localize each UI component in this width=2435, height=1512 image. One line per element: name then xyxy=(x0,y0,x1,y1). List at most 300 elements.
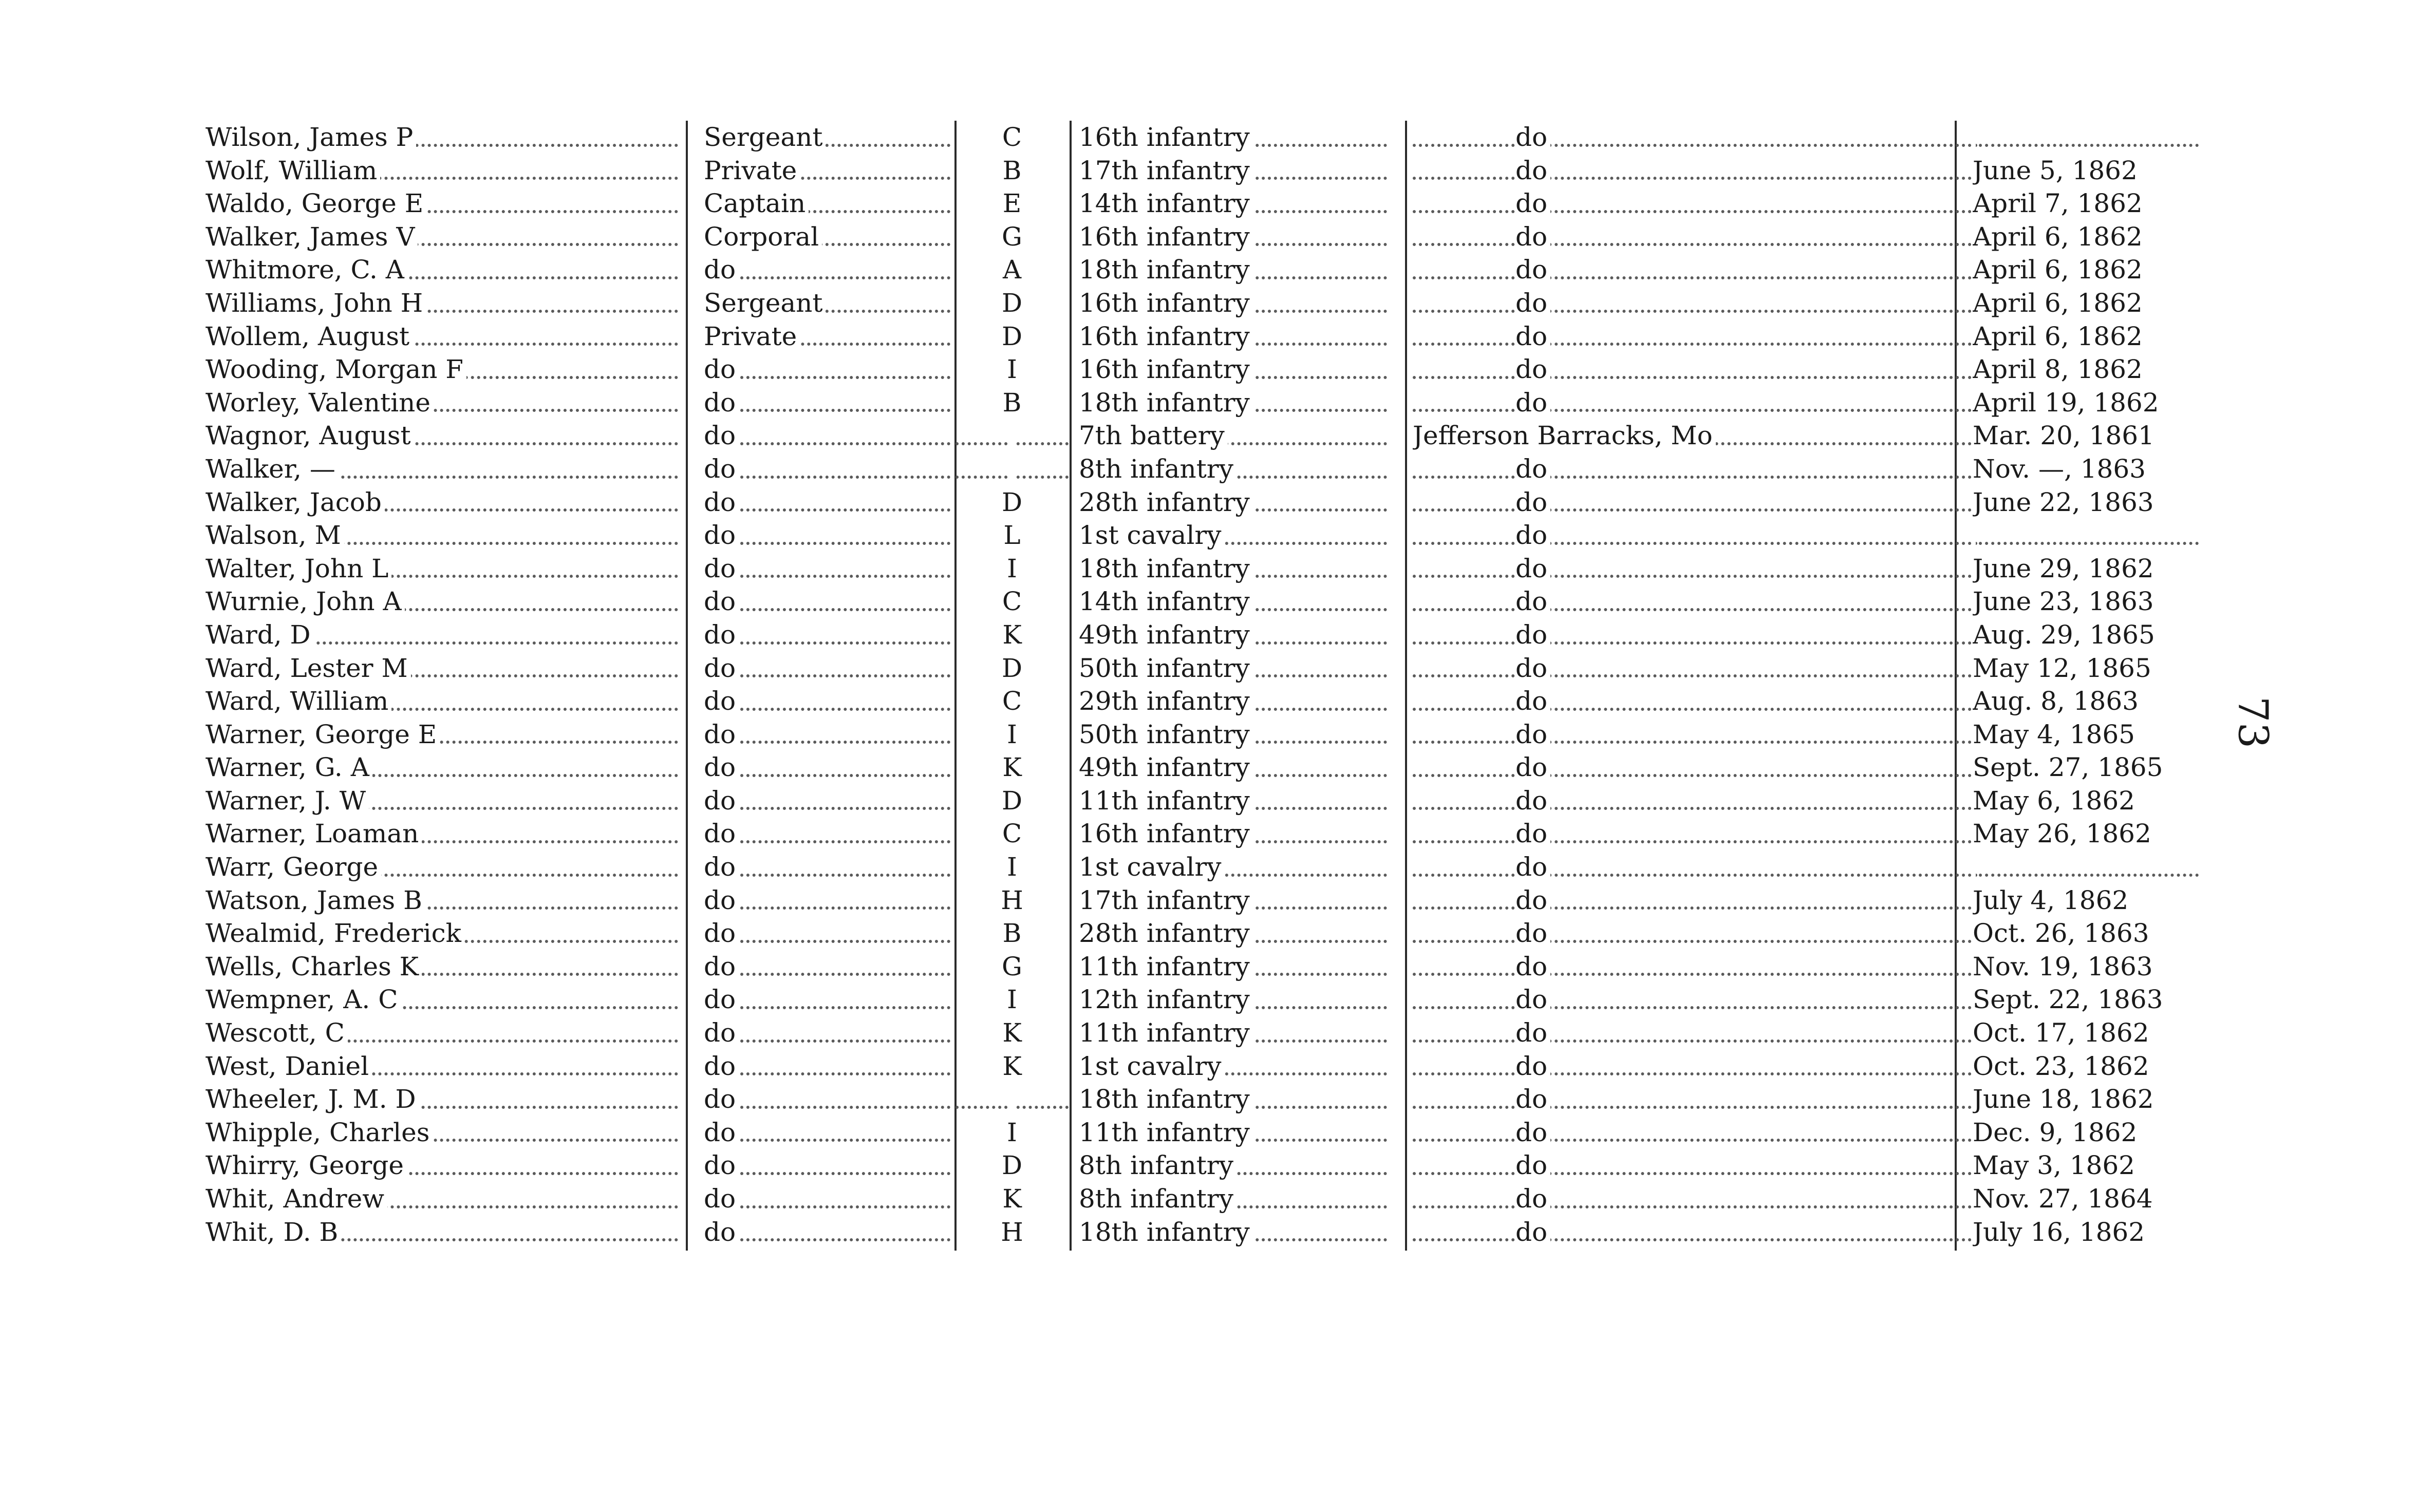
soldier-name: Warner, George E xyxy=(205,720,440,749)
date-text: Oct. 26, 1863 xyxy=(1973,918,2152,948)
rank-cell xyxy=(704,519,950,552)
date-text: Aug. 29, 1865 xyxy=(1973,620,2158,650)
company-cell xyxy=(956,1016,1069,1050)
rank-text: Corporal xyxy=(704,222,822,252)
rank-text: do xyxy=(704,720,739,749)
company-letter: A xyxy=(999,255,1025,285)
rank-cell xyxy=(704,884,950,917)
place-text: do xyxy=(1515,222,1550,252)
regiment-text: 11th infantry xyxy=(1079,1118,1253,1147)
place-text: do xyxy=(1515,653,1550,683)
date-cell xyxy=(1973,121,2199,154)
name-cell xyxy=(205,817,678,850)
company-letter: I xyxy=(1003,354,1021,384)
place-cell xyxy=(1413,519,1978,552)
regiment-cell xyxy=(1079,486,1387,519)
place-text: do xyxy=(1515,952,1550,981)
company-cell xyxy=(956,187,1069,220)
company-cell xyxy=(956,950,1069,984)
company-letter: C xyxy=(998,686,1026,716)
company-cell xyxy=(956,253,1069,287)
table-row xyxy=(205,287,2209,320)
regiment-cell xyxy=(1079,287,1387,320)
soldier-name: Williams, John H xyxy=(205,288,426,318)
date-text: May 12, 1865 xyxy=(1973,653,2155,683)
regiment-text: 16th infantry xyxy=(1079,222,1253,252)
date-cell xyxy=(1973,1083,2199,1116)
regiment-text: 16th infantry xyxy=(1079,819,1253,848)
table-row xyxy=(205,950,2209,984)
place-cell xyxy=(1413,253,1978,287)
company-letter: D xyxy=(998,487,1026,517)
company-letter: I xyxy=(1003,1118,1021,1147)
name-cell xyxy=(205,220,678,254)
rank-text: do xyxy=(704,653,739,683)
soldier-name: Warr, George xyxy=(205,852,381,882)
soldier-name: Ward, Lester M xyxy=(205,653,411,683)
rank-cell xyxy=(704,983,950,1016)
regiment-text: 8th infantry xyxy=(1079,454,1237,484)
date-text: July 4, 1862 xyxy=(1973,885,2131,915)
place-text: do xyxy=(1515,487,1550,517)
soldier-name: Wilson, James P xyxy=(205,122,416,152)
regiment-cell xyxy=(1079,220,1387,254)
rank-cell xyxy=(704,1216,950,1249)
name-cell xyxy=(205,983,678,1016)
table-row xyxy=(205,784,2209,818)
table-row xyxy=(205,486,2209,519)
date-text: May 3, 1862 xyxy=(1973,1150,2138,1180)
regiment-text: 11th infantry xyxy=(1079,1018,1253,1048)
regiment-text: 50th infantry xyxy=(1079,720,1253,749)
table-row xyxy=(205,121,2209,154)
date-text: Oct. 23, 1862 xyxy=(1973,1051,2152,1081)
place-cell xyxy=(1413,850,1978,884)
place-cell xyxy=(1413,1149,1978,1182)
rank-cell xyxy=(704,1116,950,1149)
date-text: Nov. —, 1863 xyxy=(1973,454,2149,484)
rank-text: do xyxy=(704,952,739,981)
date-text: Sept. 22, 1863 xyxy=(1973,985,2166,1014)
company-cell xyxy=(956,121,1069,154)
date-text: Oct. 17, 1862 xyxy=(1973,1018,2152,1048)
regiment-text: 16th infantry xyxy=(1079,122,1253,152)
rank-cell xyxy=(704,917,950,950)
company-letter: K xyxy=(998,1018,1025,1048)
date-cell xyxy=(1973,1149,2199,1182)
date-text: June 5, 1862 xyxy=(1973,156,2141,185)
company-cell xyxy=(956,850,1069,884)
company-letter: C xyxy=(998,819,1026,848)
place-cell xyxy=(1413,187,1978,220)
regiment-text: 17th infantry xyxy=(1079,156,1253,185)
date-cell xyxy=(1973,220,2199,254)
name-cell xyxy=(205,585,678,618)
regiment-cell xyxy=(1079,452,1387,486)
name-cell xyxy=(205,652,678,685)
regiment-text: 16th infantry xyxy=(1079,288,1253,318)
place-text: do xyxy=(1515,852,1550,882)
company-cell xyxy=(956,552,1069,585)
rank-cell xyxy=(704,287,950,320)
name-cell xyxy=(205,519,678,552)
regiment-text: 17th infantry xyxy=(1079,885,1253,915)
table-row xyxy=(205,552,2209,585)
name-cell xyxy=(205,917,678,950)
name-cell xyxy=(205,1216,678,1249)
place-text: do xyxy=(1515,1084,1550,1114)
regiment-cell xyxy=(1079,1016,1387,1050)
soldier-name: Wheeler, J. M. D xyxy=(205,1084,419,1114)
company-letter: B xyxy=(999,918,1026,948)
date-cell xyxy=(1973,884,2199,917)
company-letter xyxy=(1008,454,1016,484)
soldier-name: Walson, M xyxy=(205,520,344,550)
place-text: do xyxy=(1515,1018,1550,1048)
rank-text: do xyxy=(704,1118,739,1147)
table-row xyxy=(205,652,2209,685)
rank-cell xyxy=(704,850,950,884)
place-cell xyxy=(1413,419,1978,452)
date-cell xyxy=(1973,917,2199,950)
place-cell xyxy=(1413,1116,1978,1149)
regiment-cell xyxy=(1079,253,1387,287)
rank-text: Captain xyxy=(704,188,809,218)
date-cell xyxy=(1973,718,2199,751)
rank-text: do xyxy=(704,1150,739,1180)
soldier-name: Waldo, George E xyxy=(205,188,426,218)
table-row xyxy=(205,353,2209,386)
rank-text: do xyxy=(704,885,739,915)
date-cell xyxy=(1973,187,2199,220)
date-cell xyxy=(1973,419,2199,452)
name-cell xyxy=(205,884,678,917)
place-cell xyxy=(1413,287,1978,320)
company-cell xyxy=(956,519,1069,552)
date-cell xyxy=(1973,950,2199,984)
company-cell xyxy=(956,618,1069,652)
company-cell xyxy=(956,1116,1069,1149)
soldier-name: Walker, James V xyxy=(205,222,418,252)
company-cell xyxy=(956,751,1069,784)
date-cell xyxy=(1973,850,2199,884)
company-cell xyxy=(956,585,1069,618)
table-row xyxy=(205,154,2209,187)
company-cell xyxy=(956,1182,1069,1216)
soldier-name: Whirry, George xyxy=(205,1150,407,1180)
company-cell xyxy=(956,1050,1069,1083)
date-cell xyxy=(1973,452,2199,486)
rank-text: do xyxy=(704,1184,739,1214)
rank-text: do xyxy=(704,686,739,716)
soldier-name: West, Daniel xyxy=(205,1051,372,1081)
company-letter: I xyxy=(1003,852,1021,882)
place-cell xyxy=(1413,950,1978,984)
regiment-cell xyxy=(1079,121,1387,154)
regiment-text: 12th infantry xyxy=(1079,985,1253,1014)
rank-cell xyxy=(704,1083,950,1116)
name-cell xyxy=(205,486,678,519)
regiment-text: 16th infantry xyxy=(1079,322,1253,351)
table-row xyxy=(205,519,2209,552)
company-letter: E xyxy=(999,188,1026,218)
rank-cell xyxy=(704,817,950,850)
name-cell xyxy=(205,1182,678,1216)
date-text: June 18, 1862 xyxy=(1973,1084,2157,1114)
name-cell xyxy=(205,1083,678,1116)
regiment-cell xyxy=(1079,618,1387,652)
rank-text: do xyxy=(704,421,739,450)
rank-text: Sergeant xyxy=(704,122,826,152)
place-cell xyxy=(1413,983,1978,1016)
rank-text: Private xyxy=(704,322,800,351)
soldier-name: Whipple, Charles xyxy=(205,1118,433,1147)
name-cell xyxy=(205,950,678,984)
table-row xyxy=(205,585,2209,618)
soldier-name: Wescott, C xyxy=(205,1018,348,1048)
place-text: do xyxy=(1515,454,1550,484)
table-row xyxy=(205,452,2209,486)
regiment-cell xyxy=(1079,1216,1387,1249)
place-cell xyxy=(1413,618,1978,652)
date-cell xyxy=(1973,552,2199,585)
rank-text: do xyxy=(704,918,739,948)
date-text: Nov. 19, 1863 xyxy=(1973,952,2156,981)
table-row xyxy=(205,1216,2209,1249)
regiment-cell xyxy=(1079,1083,1387,1116)
place-cell xyxy=(1413,884,1978,917)
rank-cell xyxy=(704,1182,950,1216)
rank-text: do xyxy=(704,852,739,882)
place-text: do xyxy=(1515,985,1550,1014)
date-text: June 22, 1863 xyxy=(1973,487,2157,517)
place-text: do xyxy=(1515,885,1550,915)
regiment-cell xyxy=(1079,320,1387,353)
soldier-name: Whit, D. B xyxy=(205,1217,341,1247)
place-cell xyxy=(1413,154,1978,187)
company-letter: G xyxy=(998,222,1026,252)
company-cell xyxy=(956,1216,1069,1249)
table-row xyxy=(205,187,2209,220)
date-text: June 23, 1863 xyxy=(1973,587,2157,616)
place-text: do xyxy=(1515,720,1550,749)
soldier-name: Walker, — xyxy=(205,454,339,484)
regiment-cell xyxy=(1079,817,1387,850)
name-cell xyxy=(205,187,678,220)
regiment-text: 1st cavalry xyxy=(1079,852,1224,882)
place-cell xyxy=(1413,353,1978,386)
date-text: April 8, 1862 xyxy=(1973,354,2146,384)
regiment-text: 14th infantry xyxy=(1079,587,1253,616)
rank-text: do xyxy=(704,620,739,650)
name-cell xyxy=(205,287,678,320)
regiment-cell xyxy=(1079,154,1387,187)
date-cell xyxy=(1973,486,2199,519)
company-letter: G xyxy=(998,952,1026,981)
rank-text: do xyxy=(704,587,739,616)
rank-cell xyxy=(704,652,950,685)
name-cell xyxy=(205,552,678,585)
table-row xyxy=(205,884,2209,917)
soldier-name: Ward, William xyxy=(205,686,391,716)
regiment-text: 49th infantry xyxy=(1079,752,1253,782)
company-cell xyxy=(956,287,1069,320)
regiment-text: 16th infantry xyxy=(1079,354,1253,384)
regiment-text: 11th infantry xyxy=(1079,786,1253,816)
table-row xyxy=(205,1116,2209,1149)
company-cell xyxy=(956,1149,1069,1182)
company-letter: C xyxy=(998,122,1026,152)
rank-cell xyxy=(704,751,950,784)
date-cell xyxy=(1973,154,2199,187)
rank-cell xyxy=(704,419,950,452)
company-letter: B xyxy=(999,388,1026,418)
name-cell xyxy=(205,1016,678,1050)
date-cell xyxy=(1973,519,2199,552)
rank-cell xyxy=(704,121,950,154)
date-cell xyxy=(1973,817,2199,850)
company-letter xyxy=(1008,1084,1016,1114)
company-cell xyxy=(956,784,1069,818)
place-text: do xyxy=(1515,918,1550,948)
place-text: do xyxy=(1515,752,1550,782)
place-text: do xyxy=(1515,156,1550,185)
rank-cell xyxy=(704,187,950,220)
name-cell xyxy=(205,121,678,154)
regiment-text: 28th infantry xyxy=(1079,918,1253,948)
rank-text: do xyxy=(704,819,739,848)
date-cell xyxy=(1973,585,2199,618)
company-letter: I xyxy=(1003,554,1021,583)
regiment-cell xyxy=(1079,585,1387,618)
regiment-text: 8th infantry xyxy=(1079,1150,1237,1180)
place-text: do xyxy=(1515,388,1550,418)
regiment-text: 7th battery xyxy=(1079,421,1228,450)
place-text: do xyxy=(1515,122,1550,152)
regiment-text: 18th infantry xyxy=(1079,388,1253,418)
regiment-cell xyxy=(1079,187,1387,220)
rank-text: do xyxy=(704,1018,739,1048)
date-text: Mar. 20, 1861 xyxy=(1973,421,2158,450)
rank-text: do xyxy=(704,354,739,384)
ledger-table xyxy=(205,121,2209,1249)
date-cell xyxy=(1973,386,2199,420)
name-cell xyxy=(205,850,678,884)
table-row xyxy=(205,718,2209,751)
company-letter: C xyxy=(998,587,1026,616)
regiment-text: 49th infantry xyxy=(1079,620,1253,650)
rank-text: do xyxy=(704,752,739,782)
table-row xyxy=(205,618,2209,652)
regiment-cell xyxy=(1079,917,1387,950)
place-text: do xyxy=(1515,1150,1550,1180)
company-cell xyxy=(956,983,1069,1016)
regiment-cell xyxy=(1079,519,1387,552)
place-cell xyxy=(1413,552,1978,585)
regiment-text: 29th infantry xyxy=(1079,686,1253,716)
rank-cell xyxy=(704,950,950,984)
table-row xyxy=(205,1083,2209,1116)
place-text: Jefferson Barracks, Mo xyxy=(1413,421,1716,450)
table-row xyxy=(205,253,2209,287)
name-cell xyxy=(205,618,678,652)
place-text: do xyxy=(1515,819,1550,848)
place-cell xyxy=(1413,486,1978,519)
table-row xyxy=(205,817,2209,850)
soldier-name: Wagnor, August xyxy=(205,421,414,450)
date-text xyxy=(1973,122,1976,152)
soldier-name: Warner, G. A xyxy=(205,752,372,782)
company-cell xyxy=(956,452,1069,486)
place-text: do xyxy=(1515,1118,1550,1147)
regiment-text: 50th infantry xyxy=(1079,653,1253,683)
name-cell xyxy=(205,1149,678,1182)
rank-text: do xyxy=(704,388,739,418)
date-cell xyxy=(1973,784,2199,818)
name-cell xyxy=(205,1050,678,1083)
rank-cell xyxy=(704,220,950,254)
place-text: do xyxy=(1515,322,1550,351)
regiment-text: 11th infantry xyxy=(1079,952,1253,981)
date-cell xyxy=(1973,353,2199,386)
date-cell xyxy=(1973,685,2199,718)
rank-cell xyxy=(704,154,950,187)
table-row xyxy=(205,419,2209,452)
regiment-cell xyxy=(1079,884,1387,917)
date-text: Nov. 27, 1864 xyxy=(1973,1184,2156,1214)
rank-cell xyxy=(704,353,950,386)
date-text: July 16, 1862 xyxy=(1973,1217,2148,1247)
place-cell xyxy=(1413,452,1978,486)
place-cell xyxy=(1413,585,1978,618)
rank-text: do xyxy=(704,554,739,583)
regiment-cell xyxy=(1079,850,1387,884)
date-text: April 6, 1862 xyxy=(1973,288,2146,318)
soldier-name: Warner, Loaman xyxy=(205,819,422,848)
company-cell xyxy=(956,486,1069,519)
regiment-text: 18th infantry xyxy=(1079,1084,1253,1114)
place-text: do xyxy=(1515,554,1550,583)
company-letter: H xyxy=(997,885,1027,915)
name-cell xyxy=(205,751,678,784)
soldier-name: Walter, John L xyxy=(205,554,391,583)
rank-text: do xyxy=(704,487,739,517)
name-cell xyxy=(205,419,678,452)
table-row xyxy=(205,1149,2209,1182)
rank-cell xyxy=(704,585,950,618)
regiment-cell xyxy=(1079,1050,1387,1083)
company-letter: D xyxy=(998,1150,1026,1180)
place-cell xyxy=(1413,220,1978,254)
rank-text: do xyxy=(704,255,739,285)
company-cell xyxy=(956,353,1069,386)
company-cell xyxy=(956,884,1069,917)
soldier-name: Wolf, William xyxy=(205,156,380,185)
name-cell xyxy=(205,685,678,718)
regiment-text: 1st cavalry xyxy=(1079,1051,1224,1081)
company-cell xyxy=(956,386,1069,420)
rank-cell xyxy=(704,1050,950,1083)
place-cell xyxy=(1413,1050,1978,1083)
date-text: June 29, 1862 xyxy=(1973,554,2157,583)
date-text: April 6, 1862 xyxy=(1973,222,2146,252)
rank-text: Private xyxy=(704,156,800,185)
company-letter: D xyxy=(998,653,1026,683)
place-text: do xyxy=(1515,686,1550,716)
place-cell xyxy=(1413,817,1978,850)
date-cell xyxy=(1973,1182,2199,1216)
soldier-name: Worley, Valentine xyxy=(205,388,434,418)
